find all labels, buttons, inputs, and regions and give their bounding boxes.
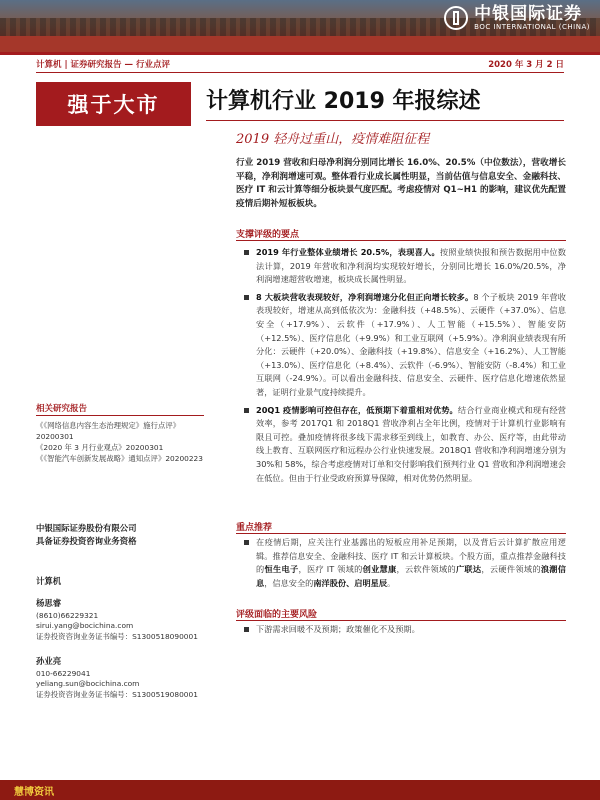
- bullet-text: 8 个子板块 2019 年营收表现较好，增速从高到低依次为：金融科技（+48.5%）、云硬件（+37.0%）、信息安全（+17.9%）、云软件（+17.9%）、人工智能（+15.5%）、智能安防（+12.5%）、医疗信息化（+9.9%）和工业互联网（+5.9%）。净利润业绩表现有所分化：云硬件（+20.0%）、金融科技（+19.8%）、信息安全（+16.2%）、人工智能（+13.0%）、医疗信息化（+8.4%）、云软件（-6.9%）、智能安防（-8.4%）和工业互联网（-24.9%）。可以看出金融科技、信息安全、云硬件、医疗信息化增速依然显著，证明行业景气度持续提升。: [256, 291, 566, 397]
- company-info: [36, 522, 206, 548]
- risks-list: [236, 623, 566, 641]
- analyst-license: 证券投资咨询业务证书编号：S1300519080001: [36, 689, 198, 699]
- picks-text: ，云软件领域的: [396, 564, 456, 575]
- bullet-square-icon: [244, 627, 249, 632]
- pick-stock: 浪潮信息: [256, 564, 566, 588]
- analyst-phone: (8610)66229321: [36, 610, 99, 620]
- page-title: 计算机行业 2019 年报综述: [206, 89, 481, 114]
- picks-heading: 重点推荐: [236, 523, 273, 533]
- header-divider: [0, 52, 600, 55]
- bullet-text: 按照业绩快报和预告数据用中位数法计算，2019 年营收和净利润均实现较好增长，分别同比增长 16.0%/20.5%，净利润增速超营收增速，板块成长属性明显。: [256, 247, 566, 285]
- list-item: [236, 291, 566, 400]
- list-item: [236, 623, 566, 637]
- header-banner: [0, 0, 600, 52]
- pick-stock: 南洋股份、启明星辰: [313, 577, 388, 588]
- related-report-link[interactable]: 《《智能汽车创新发展战略》通知点评》20200223: [36, 454, 203, 463]
- risks-text: 下游需求回暖不及预期；政策催化不及预期。: [256, 624, 420, 634]
- bullet-lead: 8 大板块营收表现较好，净利润增速分化但正向增长较多。: [256, 291, 474, 302]
- logo-chinese-name: 中银国际证券: [474, 4, 583, 24]
- bullet-lead: 2019 年行业整体业绩增长 20.5%，表现喜人。: [256, 247, 440, 257]
- report-abstract: 行业 2019 营收和归母净利润分别同比增长 16.0%、20.5%（中位数法），营收增长平稳，净利润增速可观。整体看行业成长属性明显，当前估值与信息安全、金融科技、医疗 IT 和云计算等细分板块景气度匹配。考虑疫情对 Q1~H1 的影响，建议优先配置疫情后期补短板板块。: [236, 158, 566, 209]
- rating-badge: 强于大市: [36, 82, 191, 126]
- list-item: [236, 246, 566, 287]
- picks-intro: 在疫情后期，应关注行业基露出的短板应用补足预期，以及背后云计算扩散应用逻辑。推荐信息安全、金融科技、医疗 IT 和云计算板块。个股方面，重点推荐金融科技的: [256, 537, 566, 575]
- picks-text: ，医疗 IT 领域的: [298, 564, 363, 575]
- list-item: [236, 404, 566, 486]
- pick-stock: 恒生电子: [264, 564, 299, 575]
- analyst-email[interactable]: yeliang.sun@bocichina.com: [36, 679, 140, 688]
- list-item: [236, 536, 566, 590]
- footer-watermark: 慧博资讯: [14, 787, 54, 798]
- analyst-email[interactable]: sirui.yang@bocichina.com: [36, 621, 134, 630]
- banner-wall-decoration: [0, 36, 600, 52]
- company-name: 中银国际证券股份有限公司: [36, 523, 137, 533]
- footer-bar: [0, 780, 600, 800]
- pick-stock: 创业慧康: [362, 564, 397, 575]
- report-meta-bar: [36, 58, 564, 72]
- picks-text: 。: [387, 577, 396, 588]
- related-reports-divider: [36, 415, 204, 416]
- bullet-square-icon: [244, 408, 249, 413]
- analyst-phone: 010-66229041: [36, 668, 91, 678]
- report-date: 2020 年 3 月 2 日: [488, 60, 564, 70]
- related-reports-list: [36, 420, 204, 464]
- title-divider: [206, 120, 564, 121]
- boc-logo-icon: [444, 6, 468, 30]
- bullet-lead: 20Q1 疫情影响可控但存在，低预期下着重相对优势。: [256, 404, 458, 415]
- risks-divider: [236, 620, 566, 621]
- key-points-list: [236, 246, 566, 489]
- bullet-square-icon: [244, 250, 249, 255]
- analyst-card: [36, 656, 206, 700]
- related-report-link[interactable]: 《《网络信息内容生态治理规定》施行点评》20200301: [36, 421, 181, 441]
- meta-divider: [36, 72, 564, 73]
- picks-list: [236, 536, 566, 594]
- analyst-name: 孙业亮: [36, 656, 62, 666]
- bullet-square-icon: [244, 295, 249, 300]
- analyst-name: 杨思睿: [36, 598, 62, 608]
- industry-label: 计算机: [36, 576, 62, 586]
- bullet-square-icon: [244, 540, 249, 545]
- related-reports-heading: 相关研究报告: [36, 404, 88, 414]
- picks-text: ，信息安全的: [264, 577, 314, 588]
- analyst-license: 证券投资咨询业务证书编号：S1300518090001: [36, 631, 198, 641]
- analyst-card: [36, 598, 206, 642]
- picks-text: ，云硬件领域的: [481, 564, 541, 575]
- pick-stock: 广联达: [455, 564, 482, 575]
- report-category: 计算机 | 证券研究报告 — 行业点评: [36, 60, 170, 70]
- company-qualification: 具备证券投资咨询业务资格: [36, 536, 137, 546]
- key-points-divider: [236, 240, 566, 241]
- picks-divider: [236, 533, 566, 534]
- bullet-text: 结合行业商业模式和现有经营效率，参考 2017Q1 和 2018Q1 营收净利占全年比例，疫情对于计算机行业影响有限且可控。叠加疫情将很多线下需求移至到线上，如教育、办公、医疗等，由此带动线上教育、互联网医疗和远程办公行业快速发展。2018Q1 营收和净利润增速分别为 30%和 58%，综合考虑疫情对订单和交付影响我们预判行业 Q1 营收和净利润增速会在低位。但由于行业受政府预算导保障，相对优势仍然明显。: [256, 404, 566, 483]
- risks-heading: 评级面临的主要风险: [236, 610, 318, 620]
- page-subtitle: 2019 轻舟过重山，疫情难阻征程: [236, 132, 430, 147]
- key-points-heading: 支撑评级的要点: [236, 230, 300, 240]
- logo-english-name: BOC INTERNATIONAL (CHINA): [474, 23, 590, 31]
- related-report-link[interactable]: 《2020 年 3 月行业观点》20200301: [36, 443, 164, 452]
- company-logo: [444, 0, 590, 36]
